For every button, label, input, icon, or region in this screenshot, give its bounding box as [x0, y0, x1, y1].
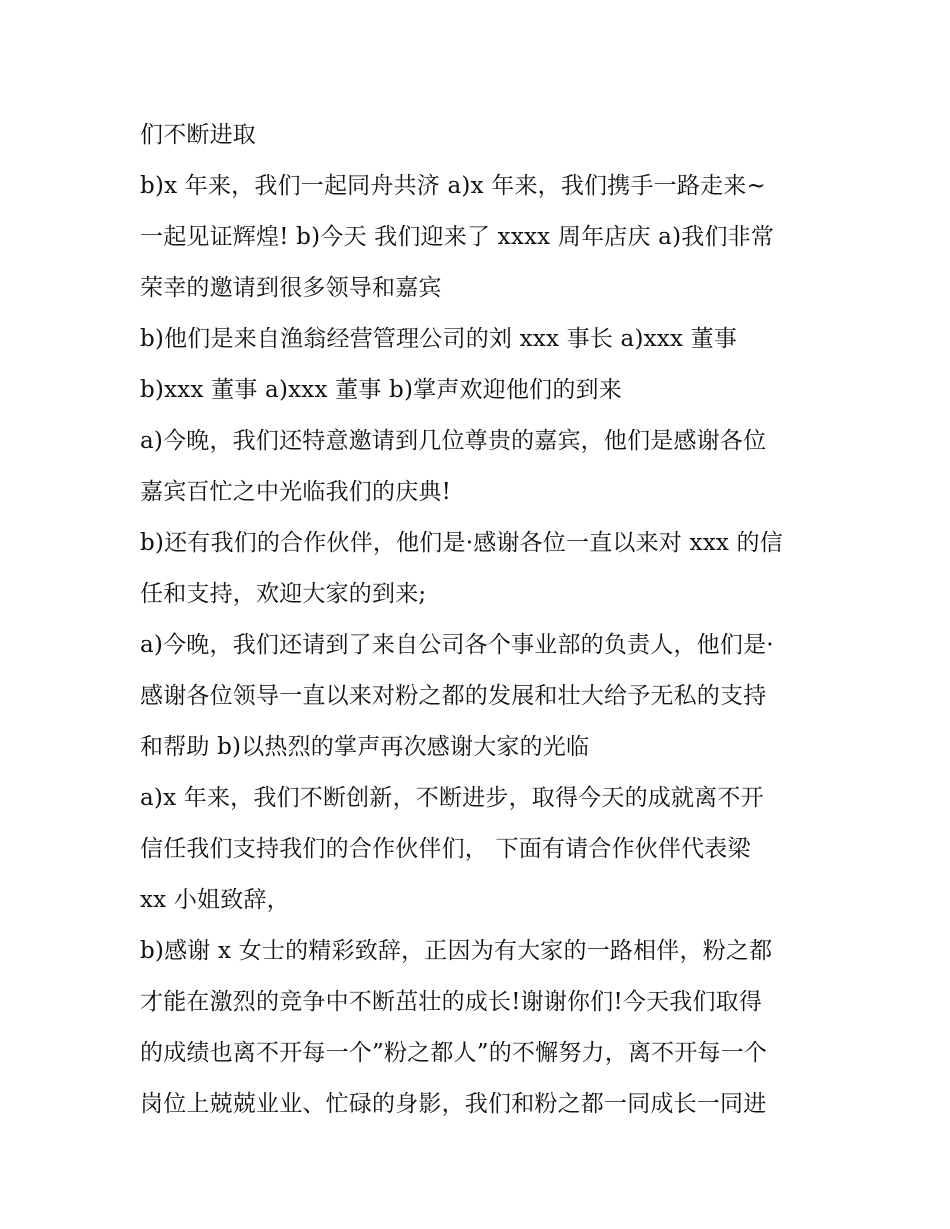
text-line-6: b)xxx 董事 a)xxx 董事 b)掌声欢迎他们的到来 [140, 377, 622, 403]
text-line-20: 岗位上兢兢业业、忙碌的身影，我们和粉之都一同成长一同进 [140, 1091, 767, 1117]
text-line-9: b)还有我们的合作伙伴，他们是·感谢各位一直以来对 xxx 的信 [140, 530, 783, 556]
text-line-1: 们不断进取 [140, 122, 256, 148]
text-line-8: 嘉宾百忙之中光临我们的庆典! [140, 479, 452, 505]
text-line-14: a)x 年来，我们不断创新，不断进步，取得今天的成就离不开 [140, 785, 764, 811]
text-line-2: b)x 年来，我们一起同舟共济 a)x 年来，我们携手一路走来~ [140, 173, 766, 199]
text-line-4: 荣幸的邀请到很多领导和嘉宾 [140, 275, 442, 301]
text-line-17: b)感谢 x 女士的精彩致辞，正因为有大家的一路相伴，粉之都 [140, 938, 773, 964]
document-body-text [140, 110, 820, 1130]
text-line-18: 才能在激烈的竞争中不断茁壮的成长!谢谢你们!今天我们取得 [140, 989, 763, 1015]
text-line-16: xx 小姐致辞， [140, 887, 290, 913]
text-line-13: 和帮助 b)以热烈的掌声再次感谢大家的光临 [140, 734, 590, 760]
text-line-19: 的成绩也离不开每一个”粉之都人”的不懈努力，离不开每一个 [140, 1040, 768, 1066]
text-line-7: a)今晚，我们还特意邀请到几位尊贵的嘉宾，他们是感谢各位 [140, 428, 767, 454]
text-line-3: 一起见证辉煌! b)今天 我们迎来了 xxxx 周年店庆 a)我们非常 [140, 224, 775, 250]
text-line-10: 任和支持，欢迎大家的到来; [140, 581, 427, 607]
text-line-15: 信任我们支持我们的合作伙伴们， 下面有请合作伙伴代表梁 [140, 836, 751, 862]
text-line-5: b)他们是来自渔翁经营管理公司的刘 xxx 事长 a)xxx 董事 [140, 326, 738, 352]
text-line-11: a)今晚，我们还请到了来自公司各个事业部的负责人，他们是· [140, 632, 774, 658]
text-line-12: 感谢各位领导一直以来对粉之都的发展和壮大给予无私的支持 [140, 683, 767, 709]
